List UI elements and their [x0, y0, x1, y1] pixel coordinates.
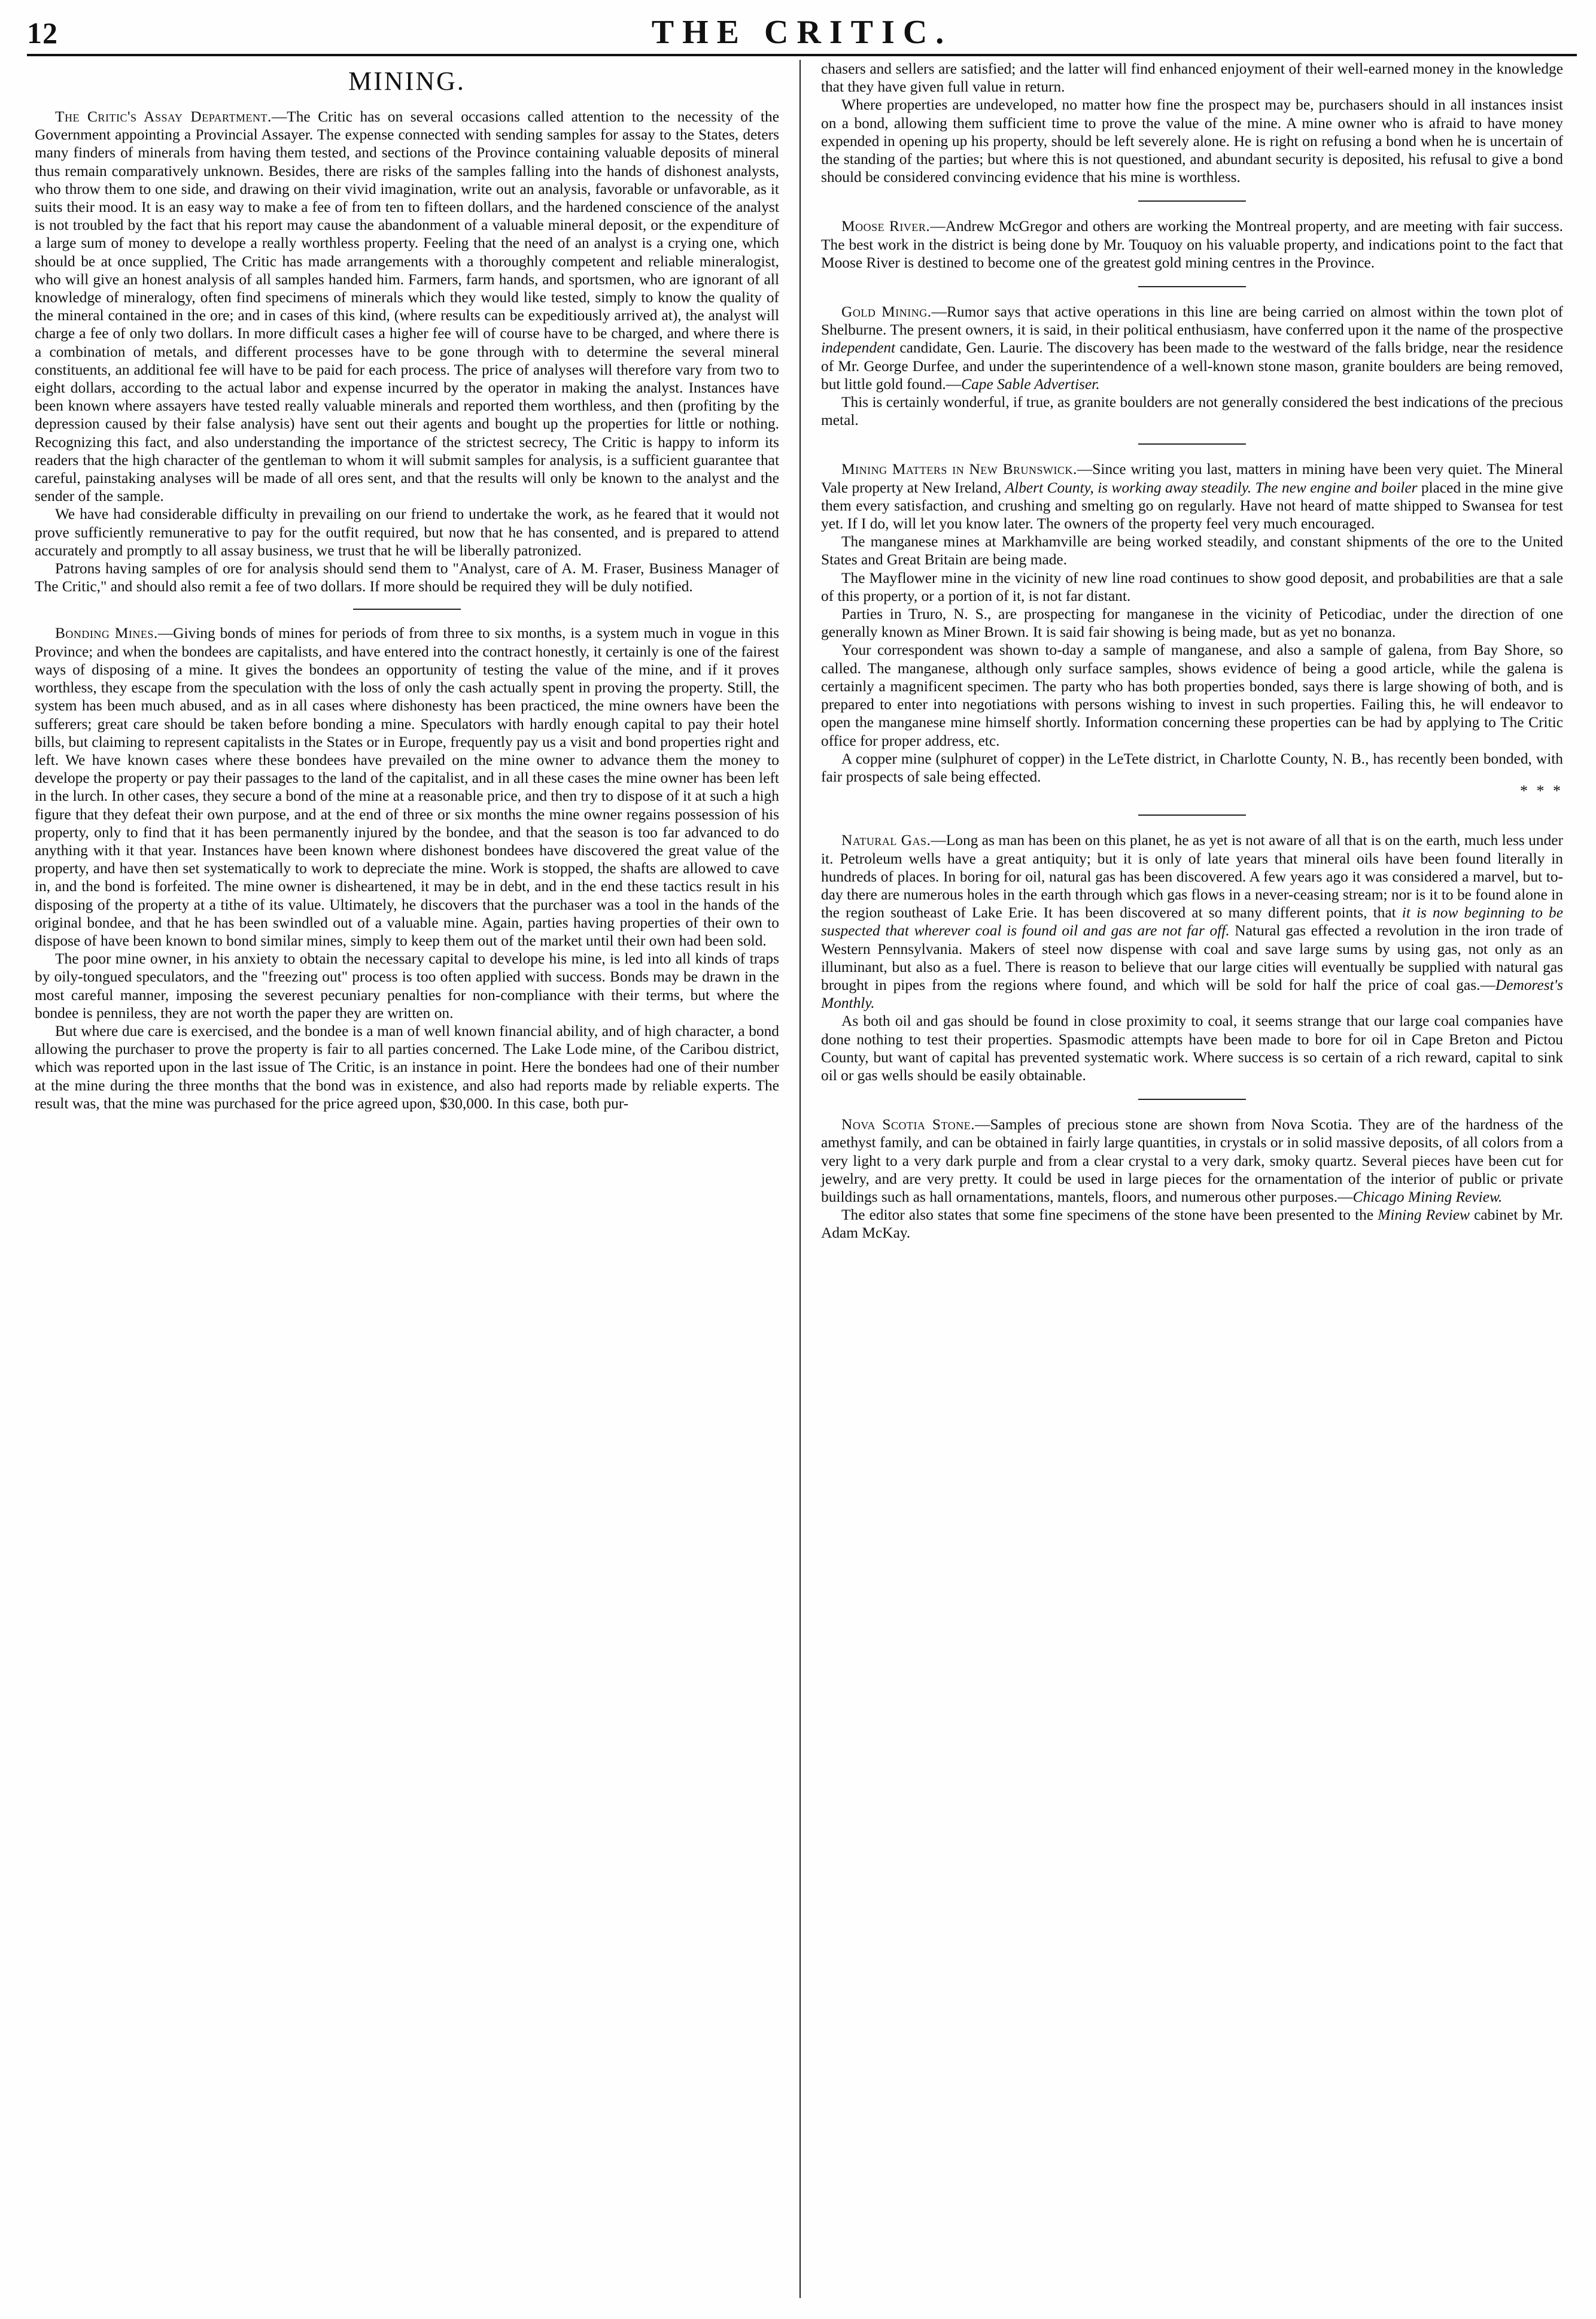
- article-text: —Since writing you last, matters in mining have been very quiet. The Mineral Vale property at New Ireland,: [821, 461, 1563, 496]
- article-italic-text: it is now beginning to be suspected that wherever coal is found oil and gas are not far off.: [821, 904, 1563, 940]
- article-paragraph: [821, 1116, 1563, 1206]
- article-assay-department: [35, 108, 779, 595]
- article-paragraph: We have had considerable difficulty in prevailing on our friend to undertake the work, as he feared that it would not prove sufficiently remunerative to pay for the outfit required, but now that he has consented, and is prepared to attend accurately and promptly to all assay business, we trust that he will be liberally patronized.: [35, 506, 779, 559]
- asterism: * * *: [1520, 782, 1563, 800]
- article-text: —Samples of precious stone are shown from Nova Scotia. They are of the hardness of the amethyst family, and can be obtained in fairly large quantities, in crystals or in solid massive deposits, of all colors from a very light to a very dark purple and from a clear crystal to a very dark, smoky quartz. Several pieces have been cut for jewelry, and are very pretty. It could be used in large pieces for the ornamentation of the interior of public or private buildings such as hall ornamentations, mantels, floors, and numerous other purposes.—: [821, 1116, 1563, 1205]
- article-text: candidate, Gen. Laurie. The discovery has been made to the westward of the falls bridge, near the residence of Mr. George Durfee, and under the superintendence of a well-known stone mason, granite boulders are being removed, but little gold found.—: [821, 339, 1563, 393]
- article-heading: Moose River.: [841, 218, 931, 235]
- article-paragraph: Patrons having samples of ore for analysis should send them to "Analyst, care of A. M. Fraser, Business Manager of The Critic," and should also remit a fee of two dollars. If more should be required they will be duly notified.: [35, 560, 779, 595]
- article-separator: [1138, 443, 1246, 445]
- article-paragraph: [821, 217, 1563, 272]
- article-separator: [1138, 1099, 1246, 1100]
- page-number: 12: [27, 16, 58, 50]
- article-text: —Andrew McGregor and others are working the Montreal property, and are meeting with fair success. The best work in the district is being done by Mr. Touquoy on his valuable property, and indications point to the fact that Moose River is destined to become one of the greatest gold mining centres in the Province.: [821, 218, 1563, 271]
- article-paragraph: Parties in Truro, N. S., are prospecting for manganese in the vicinity of Peticodiac, under the direction of one generally known as Miner Brown. It is said fair showing is being made, but as yet no bonanza.: [821, 606, 1563, 641]
- article-paragraph: [821, 303, 1563, 393]
- article-source: Cape Sable Advertiser.: [961, 375, 1100, 393]
- article-source: Demorest's Monthly.: [821, 976, 1563, 1012]
- article-paragraph: [35, 624, 779, 950]
- article-natural-gas: [821, 831, 1563, 1084]
- article-bonding-mines-continued: [821, 60, 1563, 186]
- article-nova-scotia-stone: [821, 1116, 1563, 1242]
- article-italic-text: Mining Review: [1378, 1206, 1470, 1224]
- section-title: MINING.: [348, 66, 466, 96]
- article-paragraph: But where due care is exercised, and the bondee is a man of well known financial ability, and of high character, a bond allowing the purchaser to prove the property is fair to all parties concerned. The Lake Lode mine, of the Caribou district, which was reported upon in the last issue of The Critic, is an instance in point. Here the bondees had one of their number at the mine during the three months that the bond was in existence, and also had reports made by reliable experts. The result was, that the mine was purchased for the price agreed upon, $30,000. In this case, both pur-: [35, 1022, 779, 1112]
- masthead: [27, 11, 1577, 56]
- article-italic-text: Albert County, is working away steadily. The new engine and boiler: [1005, 479, 1418, 496]
- article-text: The editor also states that some fine specimens of the stone have been presented to the: [841, 1206, 1378, 1224]
- article-paragraph: The poor mine owner, in his anxiety to obtain the necessary capital to develope his mine, is led into all kinds of traps by oily-tongued speculators, and the "freezing out" process is too often applied with success. Bonds may be drawn in the most careful manner, imposing the severest pecuniary penalties for non-compliance with their terms, but where the bondee is penniless, they are not worth the paper they are written on.: [35, 950, 779, 1022]
- article-paragraph: chasers and sellers are satisfied; and the latter will find enhanced enjoyment of their well-earned money in the knowledge that they have given full value in return.: [821, 60, 1563, 96]
- article-paragraph: The Mayflower mine in the vicinity of new line road continues to show good deposit, and probabilities are that a sale of this property, or a portion of it, is not far distant.: [821, 569, 1563, 604]
- article-paragraph: [821, 460, 1563, 533]
- article-paragraph: This is certainly wonderful, if true, as granite boulders are not generally considered the best indications of the precious metal.: [821, 394, 1563, 429]
- column-divider: [799, 60, 801, 2298]
- article-paragraph: [821, 1206, 1563, 1242]
- article-paragraph: A copper mine (sulphuret of copper) in the LeTete district, in Charlotte County, N. B., has recently been bonded, with fair prospects of sale being effected.: [821, 750, 1563, 785]
- article-heading: Nova Scotia Stone.: [841, 1116, 975, 1133]
- article-paragraph: [35, 108, 779, 505]
- article-text: placed in the mine give them every satisfaction, and crushing and smelting go on regularly. Have not heard of matte shipped to Swansea for test yet. If I do, will let you know later. The owners of the property feel very much encouraged.: [821, 479, 1563, 533]
- article-paragraph: Where properties are undeveloped, no matter how fine the prospect may be, purchasers should in all instances insist on a bond, allowing them sufficient time to prove the value of the mine. A mine owner who is afraid to have money expended in opening up his property, should be left severely alone. He is right on refusing a bond when he is uncertain of the standing of the parties; but where this is not questioned, and abundant security is deposited, his refusal to give a bond should be considered convincing evidence that his mine is worthless.: [821, 96, 1563, 186]
- article-source: Chicago Mining Review.: [1352, 1188, 1503, 1205]
- article-moose-river: [821, 217, 1563, 272]
- article-paragraph: [821, 831, 1563, 1012]
- article-text: —Giving bonds of mines for periods of from three to six months, is a system much in vogue in this Province; and when the bondees are capitalists, and have entered into the contract honestly, it certainly is one of the fairest ways of disposing of a mine. It gives the bondees an opportunity of testing the value of the mine, and if it proves worthless, they escape from the speculation with the loss of only the cash actually spent in proving the property. Still, the system has been much abused, and as in all cases where dishonesty has been practiced, the mine owners have been the sufferers; great care should be taken before bonding a mine. Speculators with hardly enough capital to pay their hotel bills, but claiming to represent capitalists in the States or in Europe, frequently pay us a visit and bond properties right and left. We have known cases where these bondees have prevailed on the mine owner to advance them the money to develope the property or pay their passages to the land of the capitalist, and in all these cases the mine owner has been left in the lurch. In other cases, they secure a bond of the mine at a reasonable price, and then try to dispose of it at such a high figure that they defeat their own purpose, and at the end of three or six months the mine owner regains possession of his property, only to find that it has been permanently injured by the bondee, and that the season is too far advanced to do anything with it that year. Instances have been known where dishonest bondees have discovered the great value of the property, and have then set systematically to work to depreciate the mine. Work is stopped, the shafts are allowed to cave in, and the bond is forfeited. The mine owner is disheartened, it may be in debt, and in the end these tactics result in his disposing of the property at a tithe of its value. Ultimately, he discovers that the purchaser was a tool in the hands of the original bondee, and that he has been swindled out of a valuable mine. Again, parties having properties of their own to dispose of have been known to bond similar mines, simply to keep them out of the market until their own had been sold.: [35, 625, 779, 949]
- article-heading: Gold Mining.: [841, 303, 932, 321]
- article-heading: The Critic's Assay Department.: [55, 108, 272, 125]
- article-text: —The Critic has on several occasions called attention to the necessity of the Government appointing a Provincial Assayer. The expense connected with sending samples for assay to the States, deters many finders of minerals from having them tested, and sections of the Province containing valuable deposits of mineral thus remain comparatively unknown. Besides, there are risks of the samples falling into the hands of dishonest analysts, who throw them to one side, and drawing on their vivid imagination, write out an analysis, favorable or unfavorable, as it suits their mood. It is an easy way to make a fee of from ten to fifteen dollars, and the hardened conscience of the analyst is not troubled by the fact that his report may cause the abandonment of a valuable mineral deposit, or the expenditure of a large sum of money to develope a really worthless property. Feeling that the need of an analyst is a crying one, which should be at once supplied, The Critic has made arrangements with a thoroughly competent and reliable mineralogist, who will give an honest analysis of all samples handed him. Farmers, farm hands, and sportsmen, who are ignorant of all knowledge of mineralogy, often find specimens of minerals which they would like tested, simply to know the quality of the mineral contained in the ore; and in cases of this kind, (where results can be expeditiously arrived at), the analyst will charge a fee of only two dollars. In more difficult cases a higher fee will of course have to be charged, and where there is a combination of metals, and different processes have to be gone through with to determine the several mineral constituents, an additional fee will have to be paid for each process. The price of analyses will therefore vary from two to eight dollars, according to the actual labor and expense incurred by the operator in making the analyst. Instances have been known where assayers have tested really valuable minerals and reported them worthless, and then (profiting by the depression caused by their false analysis) have sent out their agents and bought up the properties for little or nothing. Recognizing this fact, and also understanding the importance of the strictest secrecy, The Critic is happy to inform its readers that the high character of the gentleman to whom it will submit samples for analysis, is a sufficient guarantee that careful, painstaking analyses will be made of all ores sent, and that the results will only be known to the analyst and the sender of the sample.: [35, 108, 779, 505]
- article-new-brunswick: [821, 460, 1563, 800]
- publication-title: THE CRITIC.: [651, 14, 953, 51]
- right-column: [821, 60, 1563, 1242]
- article-separator: [1138, 200, 1246, 202]
- article-paragraph: As both oil and gas should be found in close proximity to coal, it seems strange that our large coal companies have done nothing to test their properties. Spasmodic attempts have been made to bore for oil in Cape Breton and Pictou County, but want of capital has prevented systematic work. Where success is so certain of a rich reward, capital to sink oil or gas wells should be easily obtainable.: [821, 1013, 1563, 1084]
- article-heading: Natural Gas.: [841, 832, 931, 849]
- article-paragraph: The manganese mines at Markhamville are being worked steadily, and constant shipments of the ore to the United States and Great Britain are being made.: [821, 533, 1563, 569]
- article-separator: [353, 609, 461, 610]
- article-text: —Long as man has been on this planet, he as yet is not aware of all that is on the earth, much less under it. Petroleum wells have a great antiquity; but it is only of late years that mineral oils have been found literally in hundreds of places. In boring for oil, natural gas has been discovered. A few years ago it was considered a marvel, but to-day there are numerous holes in the earth through which gas flows in a never-ceasing stream; nor is it to be found alone in the region southeast of Lake Erie. It has been discovered at so many different points, that: [821, 832, 1563, 922]
- article-bonding-mines: [35, 624, 779, 1112]
- article-separator: [1138, 814, 1246, 816]
- article-text: —Rumor says that active operations in this line are being carried on almost within the town plot of Shelburne. The present owners, it is said, in their political enthusiasm, have conferred upon it the name of the prospective: [821, 303, 1564, 339]
- article-italic-text: independent: [821, 339, 896, 357]
- article-separator: [1138, 286, 1246, 287]
- article-text: Natural gas effected a revolution in the iron trade of Western Pennsylvania. Makers of steel now dispense with coal and save large sums by using gas, not only as an illuminant, but also as a fuel. There is reason to believe that our large cities will eventually be supplied with natural gas brought in pipes from the regions where found, and which will be sold for half the price of coal gas.—: [821, 922, 1563, 993]
- article-heading: Bonding Mines.: [55, 625, 158, 642]
- article-text: cabinet by Mr. Adam McKay.: [821, 1206, 1563, 1242]
- article-paragraph: Your correspondent was shown to-day a sample of manganese, and also a sample of galena, from Bay Shore, so called. The manganese, although only surface samples, shows evidence of being a good article, while the galena is certainly a magnificent specimen. The party who has both properties bonded, says there is large showing of both, and is prepared to enter into negotiations with persons wishing to invest in such properties. Failing this, he will endeavor to open the manganese mine himself shortly. Information concerning these properties can be had by applying to The Critic office for proper address, etc.: [821, 642, 1563, 749]
- article-heading: Mining Matters in New Brunswick.: [841, 461, 1077, 478]
- left-column: [35, 60, 779, 1113]
- article-gold-mining: [821, 303, 1563, 429]
